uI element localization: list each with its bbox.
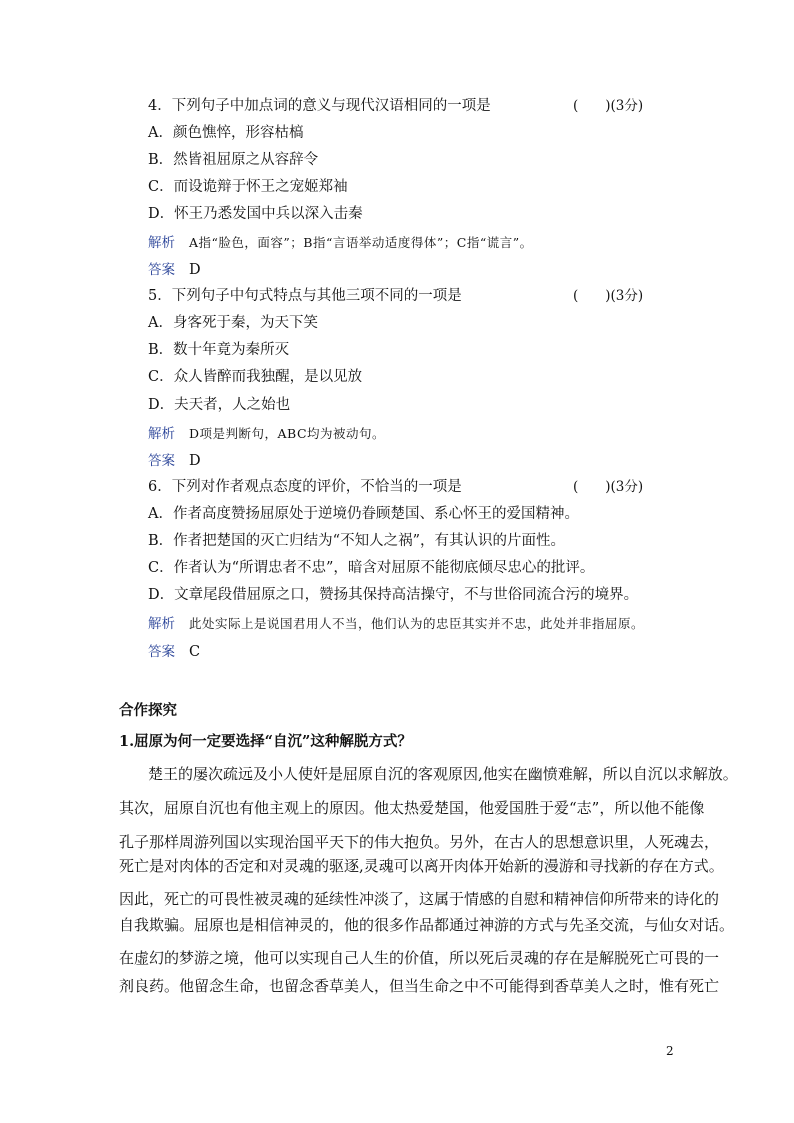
section-question: 1.屈原为何一定要选择“自沉”这种解脱方式？ [119,733,412,750]
question-6-option-d: D．文章尾段借屈原之口，赞扬其保持高洁操守，不与世俗同流合污的境界。 [148,587,639,603]
question-4-option-c: C．而设诡辩于怀王之宠姬郑袖 [148,179,348,195]
question-5-option-a: A．身客死于秦，为天下笑 [148,315,318,331]
question-6-analysis [148,612,644,632]
question-6-stem: 6．下列对作者观点态度的评价，不恰当的一项是 [148,479,462,495]
question-5-option-c: C．众人皆醉而我独醒，是以见放 [148,369,363,385]
analysis-label: 解析 [148,235,175,251]
paragraph-line: 自我欺骗。屈原也是相信神灵的，他的很多作品都通过神游的方式与先圣交流，与仙女对话。 [119,916,735,934]
page-number: 2 [666,1044,674,1058]
paragraph-line: 在虚幻的梦游之境，他可以实现自己人生的价值，所以死后灵魂的存在是解脱死亡可畏的一 [119,949,720,967]
question-5-option-b: B．数十年竟为秦所灭 [148,342,290,358]
question-5-answer [148,449,201,471]
question-4-option-d: D．怀王乃悉发国中兵以深入击秦 [148,206,363,222]
analysis-text: 此处实际上是说国君用人不当，他们认为的忠臣其实并不忠，此处并非指屈原。 [189,616,645,631]
answer-value: D [189,262,201,278]
question-6-option-b: B．作者把楚国的灭亡归结为“不知人之祸”，有其认识的片面性。 [148,533,565,549]
question-6-answer [148,640,200,662]
question-4-mark: ( )(3分) [573,98,644,114]
analysis-text: D项是判断句，ABC均为被动句。 [189,426,386,441]
analysis-text: A指“脸色，面容”；B指“言语举动适度得体”；C指“谎言”。 [189,235,533,250]
paragraph-line: 其次，屈原自沉也有他主观上的原因。他太热爱楚国，他爱国胜于爱“志”，所以他不能像 [119,799,705,817]
analysis-label: 解析 [148,616,175,632]
paragraph-line: 楚王的屡次疏远及小人使奸是屈原自沉的客观原因,他实在幽愤难解，所以自沉以求解放。 [148,765,738,783]
question-4-option-a: A．颜色憔悴，形容枯槁 [148,125,304,141]
question-6-mark: ( )(3分) [573,479,644,495]
paragraph-line: 死亡是对肉体的否定和对灵魂的驱逐,灵魂可以离开肉体开始新的漫游和寻找新的存在方式。 [119,857,724,875]
question-6-option-c: C．作者认为“所谓忠者不忠”，暗含对屈原不能彻底倾尽忠心的批评。 [148,560,595,576]
answer-label: 答案 [148,262,175,278]
answer-label: 答案 [148,644,175,660]
paragraph-line: 因此，死亡的可畏性被灵魂的延续性冲淡了，这属于情感的自慰和精神信仰所带来的诗化的 [119,890,720,908]
analysis-label: 解析 [148,426,175,442]
question-4-analysis [148,231,533,251]
answer-value: C [189,644,201,660]
question-5-stem: 5．下列句子中句式特点与其他三项不同的一项是 [148,288,462,304]
question-6-option-a: A．作者高度赞扬屈原处于逆境仍眷顾楚国、系心怀王的爱国精神。 [148,506,579,522]
question-5-option-d: D．夫天者，人之始也 [148,397,291,413]
question-4-option-b: B．然皆祖屈原之从容辞令 [148,152,319,168]
question-5-mark: ( )(3分) [573,288,644,304]
paragraph-line: 孔子那样周游列国以实现治国平天下的伟大抱负。另外，在古人的思想意识里，人死魂去， [119,833,720,851]
section-title: 合作探究 [119,702,177,719]
paragraph-line: 剂良药。他留念生命，也留念香草美人，但当生命之中不可能得到香草美人之时，惟有死亡 [119,977,720,995]
question-4-stem: 4．下列句子中加点词的意义与现代汉语相同的一项是 [148,98,491,114]
question-4-answer [148,258,201,280]
answer-value: D [189,453,201,469]
question-5-analysis [148,422,385,442]
answer-label: 答案 [148,453,175,469]
